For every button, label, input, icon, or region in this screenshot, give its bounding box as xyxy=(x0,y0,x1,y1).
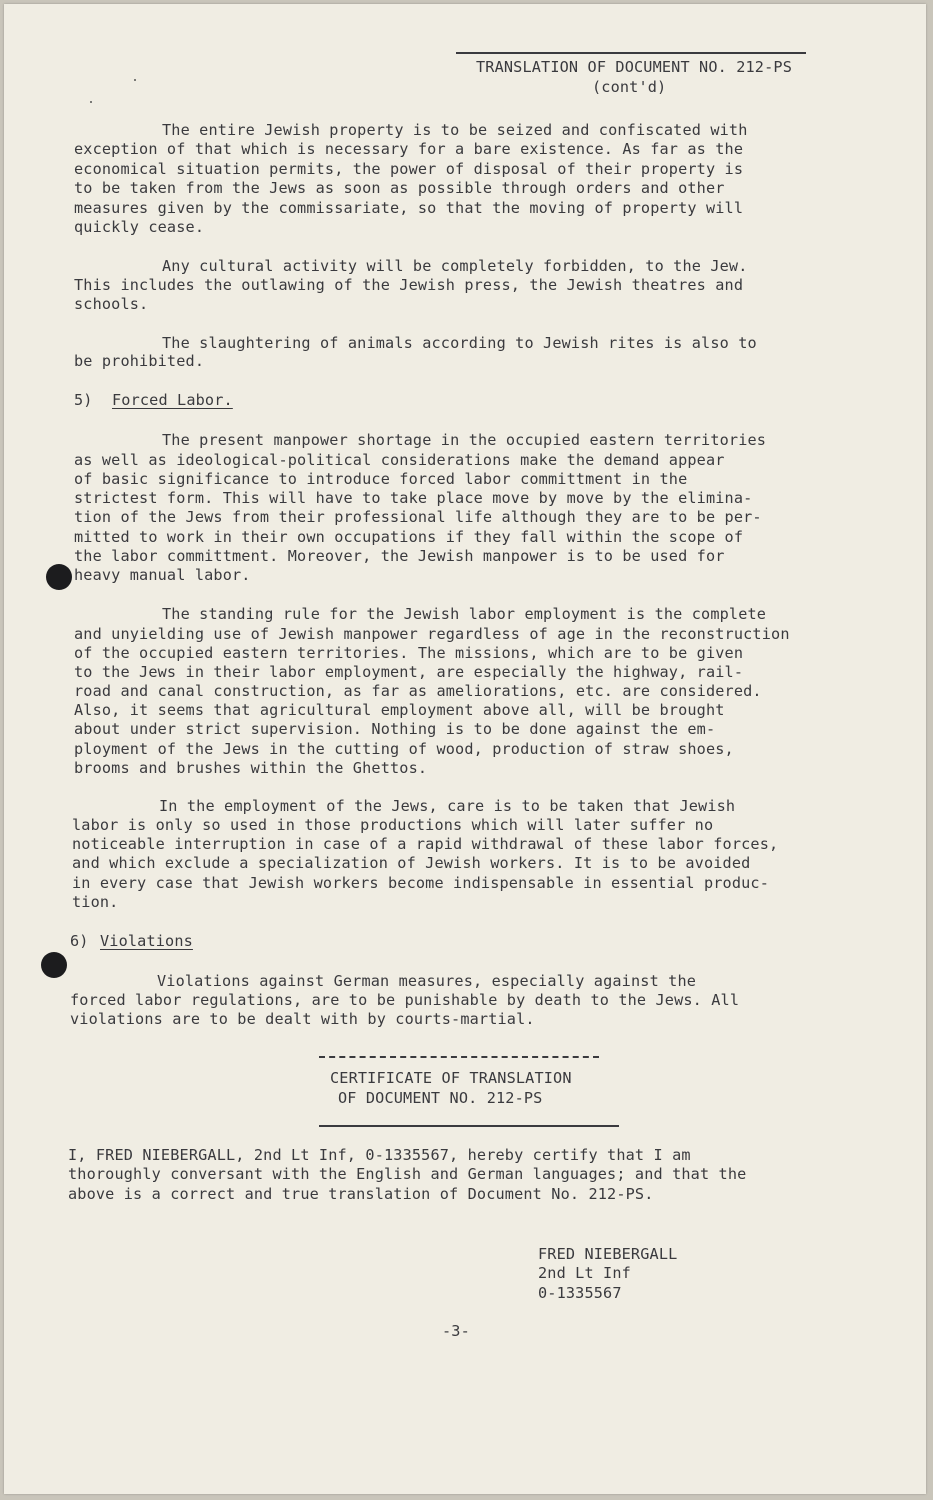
signature-rank: 2nd Lt Inf xyxy=(538,1264,631,1282)
signature-name: FRED NIEBERGALL xyxy=(538,1245,678,1263)
punch-hole xyxy=(46,564,72,590)
text-line: forced labor regulations, are to be punishable by death to the Jews. All xyxy=(70,991,740,1009)
text-line: as well as ideological-political considerations make the demand appear xyxy=(74,451,725,469)
certificate-rule xyxy=(319,1125,619,1127)
text-line: exception of that which is necessary for a bare existence. As far as the xyxy=(74,140,744,158)
text-line: mitted to work in their own occupations if they fall within the scope of xyxy=(74,528,744,546)
header-rule xyxy=(456,52,806,54)
signature-serial: 0-1335567 xyxy=(538,1284,622,1302)
text-line: The present manpower shortage in the occupied eastern territories xyxy=(162,431,767,449)
text-line: be prohibited. xyxy=(74,352,205,370)
section-6-title: Violations xyxy=(100,932,193,950)
text-line: Also, it seems that agricultural employment above all, will be brought xyxy=(74,701,725,719)
text-line: to the Jews in their labor employment, are especially the highway, rail- xyxy=(74,663,744,681)
text-line: of basic significance to introduce forced labor committment in the xyxy=(74,470,688,488)
text-line: In the employment of the Jews, care is to be taken that Jewish xyxy=(159,797,736,815)
text-line: strictest form. This will have to take place move by move by the elimina- xyxy=(74,489,753,507)
certificate-subheading: OF DOCUMENT NO. 212-PS xyxy=(338,1089,543,1107)
text-line: in every case that Jewish workers become indispensable in essential produc- xyxy=(72,874,770,892)
text-line: Violations against German measures, especially against the xyxy=(157,972,697,990)
speck xyxy=(90,101,92,103)
text-line: quickly cease. xyxy=(74,218,205,236)
document-title: TRANSLATION OF DOCUMENT NO. 212-PS xyxy=(476,58,792,76)
text-line: brooms and brushes within the Ghettos. xyxy=(74,759,428,777)
text-line: The entire Jewish property is to be seized and confiscated with xyxy=(162,121,748,139)
punch-hole xyxy=(41,952,67,978)
text-line: and unyielding use of Jewish manpower regardless of age in the reconstruction xyxy=(74,625,790,643)
page-number: -3- xyxy=(442,1322,470,1340)
text-line: tion. xyxy=(72,893,119,911)
section-6-number: 6) xyxy=(70,932,89,950)
text-line: about under strict supervision. Nothing is to be done against the em- xyxy=(74,720,716,738)
section-5-title: Forced Labor. xyxy=(112,391,233,409)
text-line: the labor committment. Moreover, the Jewish manpower is to be used for xyxy=(74,547,725,565)
certificate-heading: CERTIFICATE OF TRANSLATION xyxy=(330,1069,572,1087)
text-line: ployment of the Jews in the cutting of wood, production of straw shoes, xyxy=(74,740,734,758)
text-line: heavy manual labor. xyxy=(74,566,251,584)
text-line: I, FRED NIEBERGALL, 2nd Lt Inf, 0-1335567, hereby certify that I am xyxy=(68,1146,691,1164)
text-line: and which exclude a specialization of Jewish workers. It is to be avoided xyxy=(72,854,751,872)
text-line: road and canal construction, as far as ameliorations, etc. are considered. xyxy=(74,682,762,700)
text-line: Any cultural activity will be completely forbidden, to the Jew. xyxy=(162,257,748,275)
text-line: economical situation permits, the power of disposal of their property is xyxy=(74,160,744,178)
text-line: thoroughly conversant with the English and German languages; and that the xyxy=(68,1165,747,1183)
text-line: of the occupied eastern territories. The missions, which are to be given xyxy=(74,644,744,662)
text-line: This includes the outlawing of the Jewish press, the Jewish theatres and xyxy=(74,276,744,294)
text-line: schools. xyxy=(74,295,149,313)
text-line: to be taken from the Jews as soon as possible through orders and other xyxy=(74,179,725,197)
speck xyxy=(134,79,136,81)
text-line: measures given by the commissariate, so that the moving of property will xyxy=(74,199,744,217)
document-page xyxy=(4,4,926,1494)
text-line: labor is only so used in those productions which will later suffer no xyxy=(72,816,714,834)
text-line: noticeable interruption in case of a rapid withdrawal of these labor forces, xyxy=(72,835,779,853)
text-line: above is a correct and true translation of Document No. 212-PS. xyxy=(68,1185,654,1203)
text-line: The standing rule for the Jewish labor employment is the complete xyxy=(162,605,767,623)
text-line: violations are to be dealt with by courts-martial. xyxy=(70,1010,535,1028)
section-5-number: 5) xyxy=(74,391,93,409)
document-subtitle: (cont'd) xyxy=(592,78,667,96)
text-line: tion of the Jews from their professional life although they are to be per- xyxy=(74,508,762,526)
text-line: The slaughtering of animals according to Jewish rites is also to xyxy=(162,334,757,352)
certificate-dashed-rule xyxy=(319,1056,599,1058)
